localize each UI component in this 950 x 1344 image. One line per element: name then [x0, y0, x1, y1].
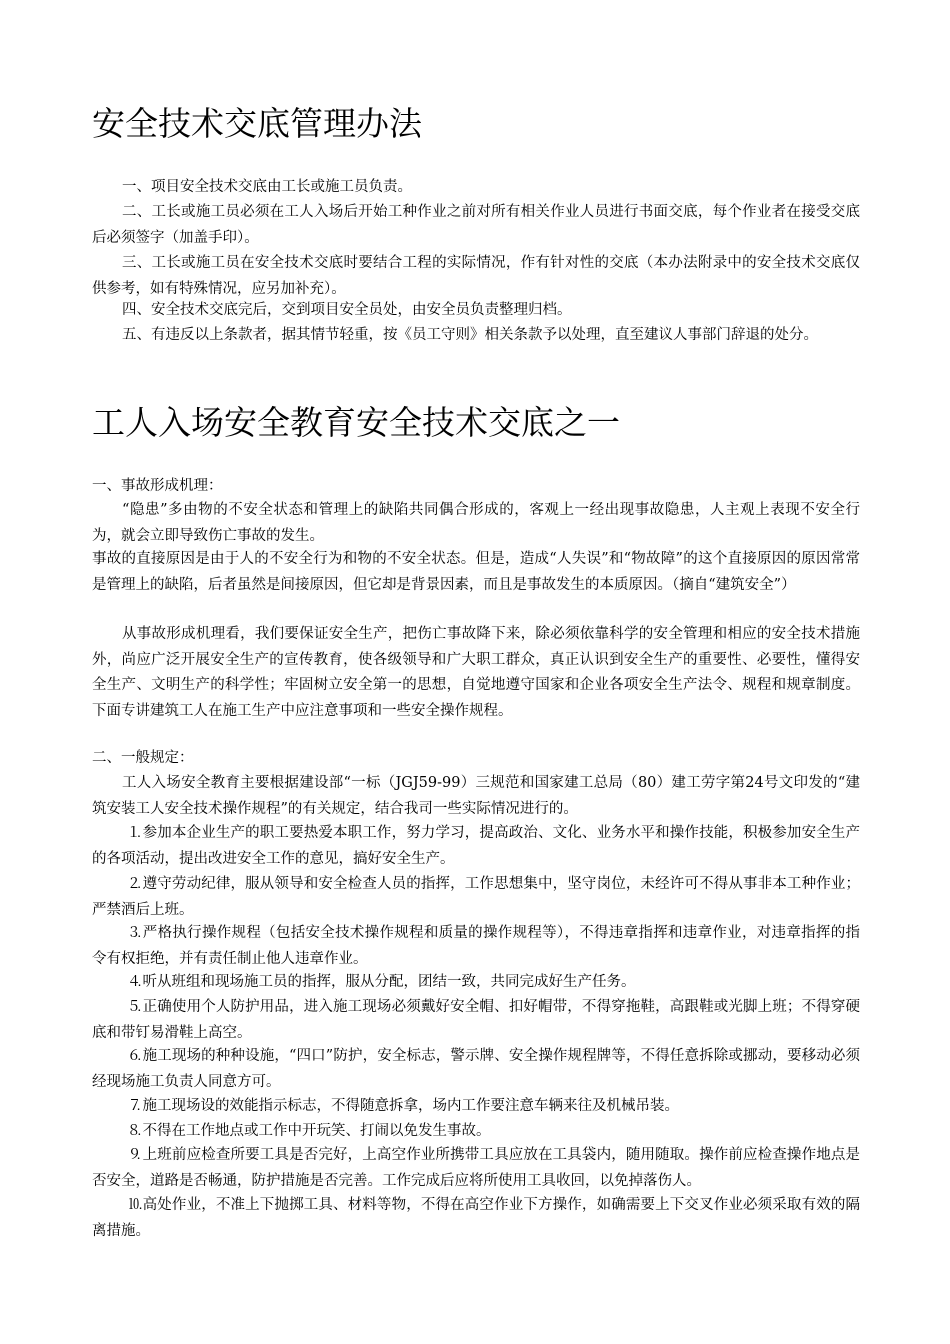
rule-item: ⒋听从班组和现场施工员的指挥，服从分配，团结一致，共同完成好生产任务。 — [128, 974, 636, 990]
rule-item: ⒎施工现场设的效能指示标志，不得随意拆拿，场内工作要注意车辆来往及机械吊装。 — [128, 1098, 679, 1114]
part1-paragraph-3: 从事故形成机理看，我们要保证安全生产，把伤亡事故降下来，除必须依靠科学的安全管理和相应的安全技术措施外，尚应广泛开展安全生产的宣传教育，使各级领导和广大职工群众，真正认识到安全生产的重要性、必要性，懂得安全生产、文明生产的科学性；牢固树立安全第一的思想，自觉地遵守国家和企业各项安全生产法令、规程和规章制度。下面专讲建筑工人在施工生产中应注意事项和一些安全操作规程。 — [92, 626, 860, 719]
section1-item-4: 四、安全技术交底完后，交到项目安全员处，由安全员负责整理归档。 — [122, 302, 572, 318]
rule-item: ⒊严格执行操作规程（包括安全技术操作规程和质量的操作规程等），不得违章指挥和违章作业，对违章指挥的指令有权拒绝，并有责任制止他人违章作业。 — [92, 925, 860, 967]
part1-paragraph-2: 事故的直接原因是由于人的不安全行为和物的不安全状态。但是，造成“人失误”和“物故障”的这个直接原因的原因常常是管理上的缺陷，后者虽然是间接原因，但它却是背景因素，而且是事故发生的本质原因。（摘自“建筑安全”） — [92, 551, 860, 593]
part2-heading: 二、一般规定： — [92, 750, 194, 766]
section2-title: 工人入场安全教育安全技术交底之一 — [92, 403, 620, 442]
part1-paragraph-1: “隐患”多由物的不安全状态和管理上的缺陷共同偶合形成的，客观上一经出现事故隐患，人主观上表现不安全行为，就会立即导致伤亡事故的发生。 — [92, 502, 860, 544]
rule-item: ⒐上班前应检查所要工具是否完好，上高空作业所携带工具应放在工具袋内，随用随取。操作前应检查操作地点是否安全，道路是否畅通，防护措施是否完善。工作完成后应将所使用工具收回，以免掉落伤人。 — [92, 1147, 860, 1189]
section1-item-1: 一、项目安全技术交底由工长或施工员负责。 — [122, 179, 412, 195]
part2-intro: 工人入场安全教育主要根据建设部“一标（JGJ59-99）三规范和国家建工总局（80）建工劳字第24号文印发的“建筑安装工人安全技术操作规程”的有关规定，结合我司一些实际情况进行的。 — [92, 775, 860, 817]
rule-item: ⒉遵守劳动纪律，服从领导和安全检查人员的指挥，工作思想集中，坚守岗位，未经许可不得从事非本工种作业；严禁酒后上班。 — [92, 876, 860, 918]
section1-item-2: 二、工长或施工员必须在工人入场后开始工种作业之前对所有相关作业人员进行书面交底，每个作业者在接受交底后必须签字（加盖手印）。 — [92, 204, 860, 246]
part1-heading: 一、事故形成机理： — [92, 478, 223, 494]
section1-title: 安全技术交底管理办法 — [92, 104, 422, 143]
rule-item: ⒏不得在工作地点或工作中开玩笑、打闹以免发生事故。 — [128, 1123, 491, 1139]
rule-item: ⒍施工现场的种种设施，“四口”防护，安全标志，警示牌、安全操作规程牌等，不得任意拆除或挪动，要移动必须经现场施工负责人同意方可。 — [92, 1048, 860, 1090]
rule-item: ⒑高处作业，不准上下抛掷工具、材料等物，不得在高空作业下方操作，如确需要上下交叉作业必须采取有效的隔离措施。 — [92, 1197, 860, 1239]
section1-item-3: 三、工长或施工员在安全技术交底时要结合工程的实际情况，作有针对性的交底（本办法附录中的安全技术交底仅供参考，如有特殊情况，应另加补充）。 — [92, 255, 860, 297]
section1-item-5: 五、有违反以上条款者，据其情节轻重，按《员工守则》相关条款予以处理，直至建议人事部门辞退的处分。 — [122, 327, 818, 343]
rule-item: ⒌正确使用个人防护用品，进入施工现场必须戴好安全帽、扣好帽带，不得穿拖鞋，高跟鞋或光脚上班；不得穿硬底和带钉易滑鞋上高空。 — [92, 999, 860, 1041]
rule-item: ⒈参加本企业生产的职工要热爱本职工作，努力学习，提高政治、文化、业务水平和操作技能，积极参加安全生产的各项活动，提出改进安全工作的意见，搞好安全生产。 — [92, 825, 860, 867]
